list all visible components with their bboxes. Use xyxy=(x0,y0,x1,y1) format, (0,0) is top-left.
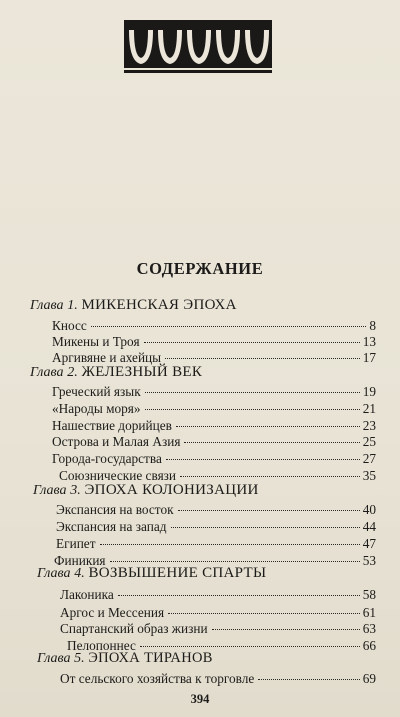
entry-page: 63 xyxy=(362,621,376,636)
chapter-2-heading[interactable] xyxy=(30,364,202,381)
toc-entry[interactable] xyxy=(52,401,376,417)
leader-dots xyxy=(178,510,360,511)
chapter-number: 4. xyxy=(74,566,85,581)
entry-page: 40 xyxy=(362,502,376,517)
leader-dots xyxy=(145,392,360,393)
page-number: 394 xyxy=(190,692,210,706)
entry-title: Лаконика xyxy=(60,587,114,602)
chapter-4-heading[interactable] xyxy=(37,565,266,582)
toc-entry[interactable] xyxy=(60,621,376,637)
entry-page: 21 xyxy=(362,401,376,416)
entry-page: 27 xyxy=(362,451,376,466)
chapter-name: ВОЗВЫШЕНИЕ СПАРТЫ xyxy=(88,565,267,581)
entry-page: 69 xyxy=(362,671,376,686)
entry-page: 25 xyxy=(362,434,376,449)
chapter-3-heading[interactable] xyxy=(33,482,259,499)
entry-title: Аргос и Мессения xyxy=(60,605,165,620)
leader-dots xyxy=(165,358,360,359)
entry-title: Экспансия на запад xyxy=(56,519,167,534)
entry-page: 47 xyxy=(362,536,376,551)
toc-entry[interactable] xyxy=(56,536,376,552)
entry-title: Греческий язык xyxy=(52,384,141,399)
leader-dots xyxy=(212,629,360,630)
entry-page: 19 xyxy=(362,384,376,399)
leader-dots xyxy=(258,679,359,680)
entry-page: 23 xyxy=(362,418,376,433)
toc-entry[interactable] xyxy=(52,318,376,334)
chapter-1-heading[interactable] xyxy=(30,297,237,314)
chapter-prefix: Глава xyxy=(37,566,71,581)
entry-page: 8 xyxy=(369,318,376,333)
entry-title: Спартанский образ жизни xyxy=(60,621,208,636)
chapter-5-heading[interactable] xyxy=(37,650,213,667)
leader-dots xyxy=(110,561,360,562)
entry-page: 66 xyxy=(362,638,376,653)
leader-dots xyxy=(140,646,360,647)
toc-entry[interactable] xyxy=(56,519,376,535)
toc-entry[interactable] xyxy=(60,671,376,687)
toc-entry[interactable] xyxy=(60,605,376,621)
entry-page: 61 xyxy=(362,605,376,620)
leader-dots xyxy=(180,476,360,477)
entry-title: «Народы моря» xyxy=(52,401,141,416)
leader-dots xyxy=(144,342,360,343)
entry-page: 17 xyxy=(362,350,376,365)
chapter-name: ЭПОХА ТИРАНОВ xyxy=(88,650,213,666)
chapter-name: МИКЕНСКАЯ ЭПОХА xyxy=(81,297,237,313)
entry-title: Аргивяне и ахейцы xyxy=(52,350,162,365)
leader-dots xyxy=(184,442,359,443)
entry-page: 53 xyxy=(362,553,376,568)
leader-dots xyxy=(118,595,360,596)
leader-dots xyxy=(91,326,367,327)
entry-title: Финикия xyxy=(54,553,106,568)
entry-title: Нашествие дорийцев xyxy=(52,418,172,433)
toc-entry[interactable] xyxy=(56,502,376,518)
entry-title: Пелопоннес xyxy=(67,638,136,653)
entry-page: 44 xyxy=(362,519,376,534)
entry-page: 35 xyxy=(362,468,376,483)
entry-title: От сельского хозяйства к торговле xyxy=(60,671,255,686)
chapter-prefix: Глава xyxy=(30,365,64,380)
toc-entry[interactable] xyxy=(52,434,376,450)
chapter-name: ЭПОХА КОЛОНИЗАЦИИ xyxy=(84,482,259,498)
leader-dots xyxy=(176,426,360,427)
entry-page: 13 xyxy=(362,334,376,349)
leader-dots xyxy=(168,613,360,614)
toc-entry[interactable] xyxy=(52,451,376,467)
chapter-number: 1. xyxy=(67,298,78,313)
greek-ornament-icon xyxy=(124,20,272,76)
chapter-name: ЖЕЛЕЗНЫЙ ВЕК xyxy=(81,364,203,380)
leader-dots xyxy=(100,544,360,545)
entry-title: Кносс xyxy=(52,318,87,333)
toc-entry[interactable] xyxy=(52,418,376,434)
entry-title: Города-государства xyxy=(52,451,162,466)
chapter-prefix: Глава xyxy=(33,483,67,498)
toc-entry[interactable] xyxy=(52,384,376,400)
entry-title: Острова и Малая Азия xyxy=(52,434,181,449)
chapter-number: 5. xyxy=(74,651,85,666)
entry-page: 58 xyxy=(362,587,376,602)
toc-entry[interactable] xyxy=(60,587,376,603)
chapter-prefix: Глава xyxy=(30,298,64,313)
toc-entry[interactable] xyxy=(52,334,376,350)
entry-title: Египет xyxy=(56,536,96,551)
chapter-number: 2. xyxy=(67,365,78,380)
leader-dots xyxy=(145,409,360,410)
chapter-number: 3. xyxy=(70,483,81,498)
leader-dots xyxy=(166,459,360,460)
entry-title: Микены и Троя xyxy=(52,334,140,349)
contents-title: СОДЕРЖАНИЕ xyxy=(136,259,264,278)
entry-title: Союзнические связи xyxy=(59,468,177,483)
entry-title: Экспансия на восток xyxy=(56,502,174,517)
leader-dots xyxy=(171,527,360,528)
chapter-prefix: Глава xyxy=(37,651,71,666)
